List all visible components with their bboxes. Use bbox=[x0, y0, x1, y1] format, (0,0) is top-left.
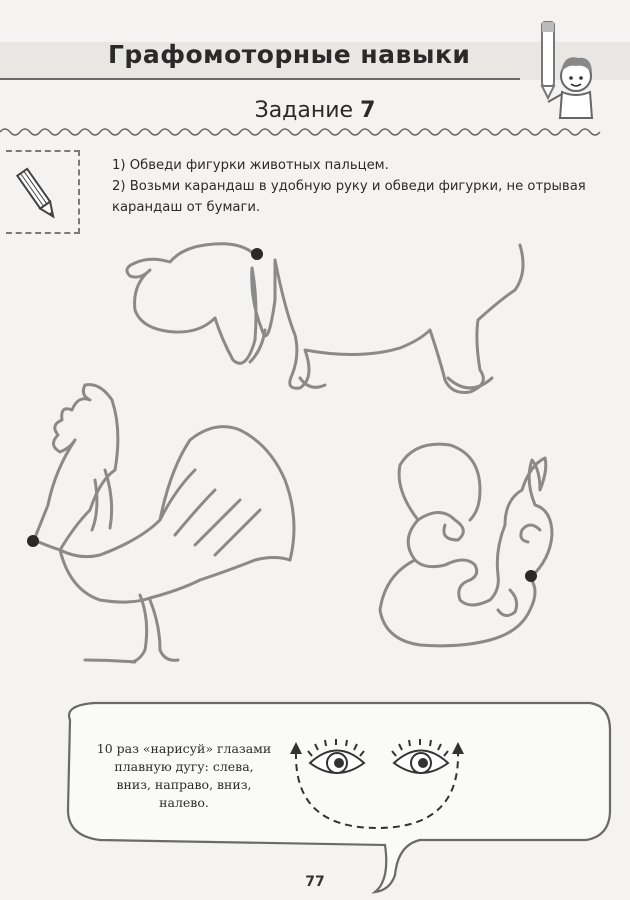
start-dot bbox=[525, 570, 537, 582]
bubble-line: налево. bbox=[159, 795, 209, 810]
bubble-line: вниз, направо, вниз, bbox=[116, 777, 252, 792]
page-title: Графомоторные навыки bbox=[108, 40, 471, 69]
task-label: Задание bbox=[254, 98, 354, 123]
bubble-text bbox=[96, 740, 272, 812]
page-number: 77 bbox=[305, 874, 325, 890]
task-number: 7 bbox=[360, 98, 376, 123]
dog-outline bbox=[127, 244, 523, 393]
start-dot bbox=[27, 535, 39, 547]
instruction-line: 1) Обведи фигурки животных пальцем. bbox=[112, 158, 389, 173]
start-dot bbox=[251, 248, 263, 260]
bubble-line: 10 раз «нарисуй» глазами bbox=[96, 741, 272, 756]
bubble-line: плавную дугу: слева, bbox=[114, 759, 254, 774]
rooster-outline bbox=[34, 385, 118, 550]
eyes-icon bbox=[282, 728, 482, 838]
instruction-line: 2) Возьми карандаш в удобную руку и обведи фигурки, не отрывая bbox=[112, 179, 586, 194]
instruction-line: карандаш от бумаги. bbox=[112, 200, 261, 215]
